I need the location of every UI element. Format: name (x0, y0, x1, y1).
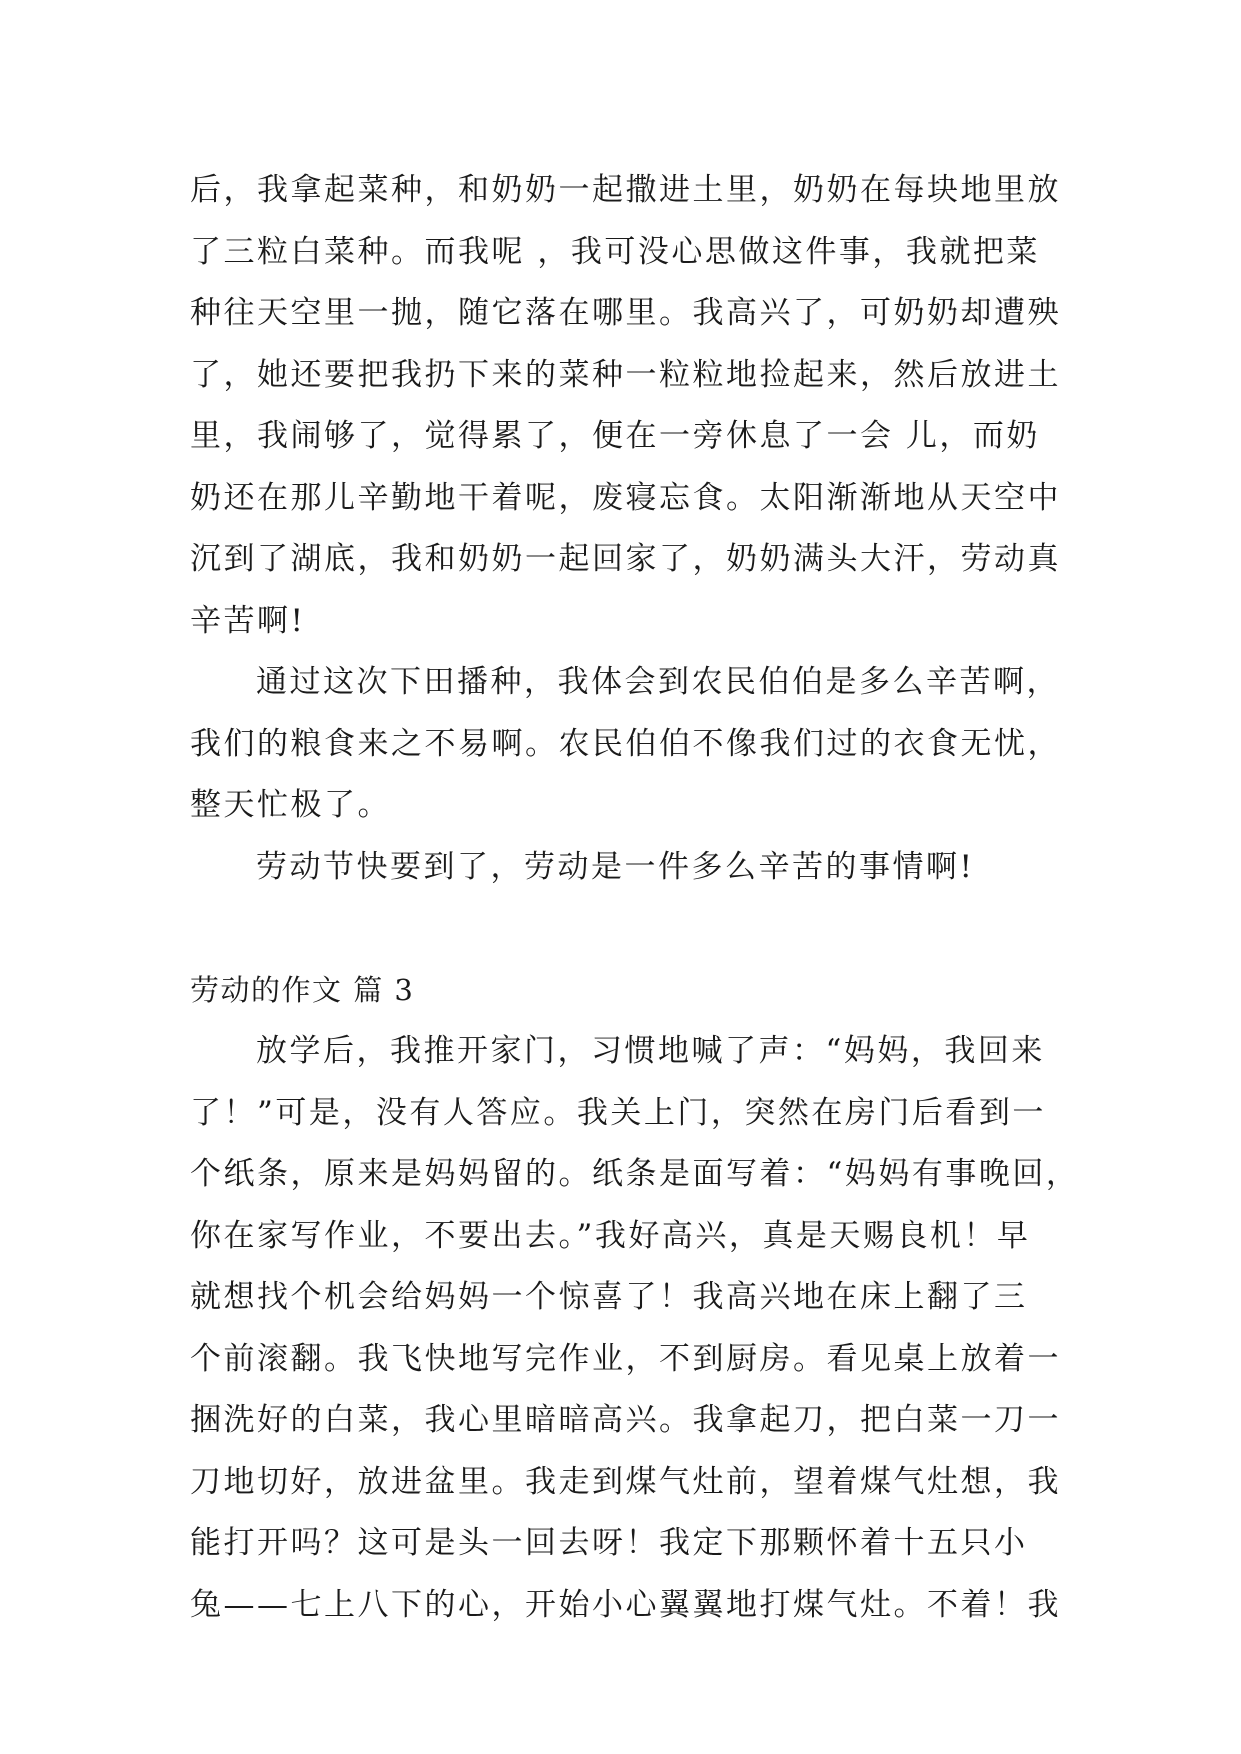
text-line: 兔——七上八下的心，开始小心翼翼地打煤气灶。不着！我 (190, 1586, 1061, 1623)
text-line: 刀地切好，放进盆里。我走到煤气灶前，望着煤气灶想，我 (190, 1463, 1061, 1500)
text-line: 后，我拿起菜种，和奶奶一起撒进土里，奶奶在每块地里放 (190, 172, 1061, 208)
text-line: 放学后，我推开家门，习惯地喊了声：“妈妈，我回来 (256, 1033, 1045, 1069)
text-line: 个纸条，原来是妈妈留的。纸条是面写着：“妈妈有事晚回， (190, 1156, 1080, 1192)
paragraph-essay-3 (190, 1021, 1080, 1636)
text-line: 我们的粮食来之不易啊。农民伯伯不像我们过的衣食无忧， (190, 725, 1061, 762)
paragraph-closing (190, 837, 1070, 899)
paragraph-reflection (190, 652, 1070, 837)
section-spacer (190, 898, 1070, 960)
text-line: 种往天空里一抛，随它落在哪里。我高兴了，可奶奶却遭殃 (190, 295, 1061, 331)
document-page (190, 160, 1080, 1636)
text-line: 里，我闹够了，觉得累了，便在一旁休息了一会 儿，而奶 (190, 418, 1040, 454)
paragraph-continued (190, 160, 1070, 652)
text-line: 个前滚翻。我飞快地写完作业，不到厨房。看见桌上放着一 (190, 1340, 1061, 1377)
text-line: 沉到了湖底，我和奶奶一起回家了，奶奶满头大汗，劳动真 (190, 541, 1061, 577)
essay-heading: 劳动的作文 篇 3 (190, 972, 415, 1007)
text-line: 你在家写作业，不要出去。”我好高兴，真是天赐良机！早 (190, 1217, 1031, 1254)
text-line: 辛苦啊! (190, 602, 306, 639)
text-line: 劳动节快要到了，劳动是一件多么辛苦的事情啊! (256, 848, 975, 885)
text-line: 了，她还要把我扔下来的菜种一粒粒地捡起来，然后放进土 (190, 356, 1061, 393)
text-line: 奶还在那儿辛勤地干着呢，废寝忘食。太阳渐渐地从天空中 (190, 479, 1061, 516)
text-line: 了！”可是，没有人答应。我关上门，突然在房门后看到一 (190, 1094, 1046, 1131)
text-line: 通过这次下田播种，我体会到农民伯伯是多么辛苦啊， (256, 664, 1060, 700)
text-line: 整天忙极了。 (190, 787, 391, 823)
text-line: 捆洗好的白菜，我心里暗暗高兴。我拿起刀，把白菜一刀一 (190, 1402, 1061, 1438)
text-line: 能打开吗？这可是头一回去呀！我定下那颗怀着十五只小 (190, 1525, 1028, 1561)
text-line: 就想找个机会给妈妈一个惊喜了！我高兴地在床上翻了三 (190, 1279, 1028, 1315)
text-line: 了三粒白菜种。而我呢 ，我可没心思做这件事，我就把菜 (190, 233, 1040, 270)
